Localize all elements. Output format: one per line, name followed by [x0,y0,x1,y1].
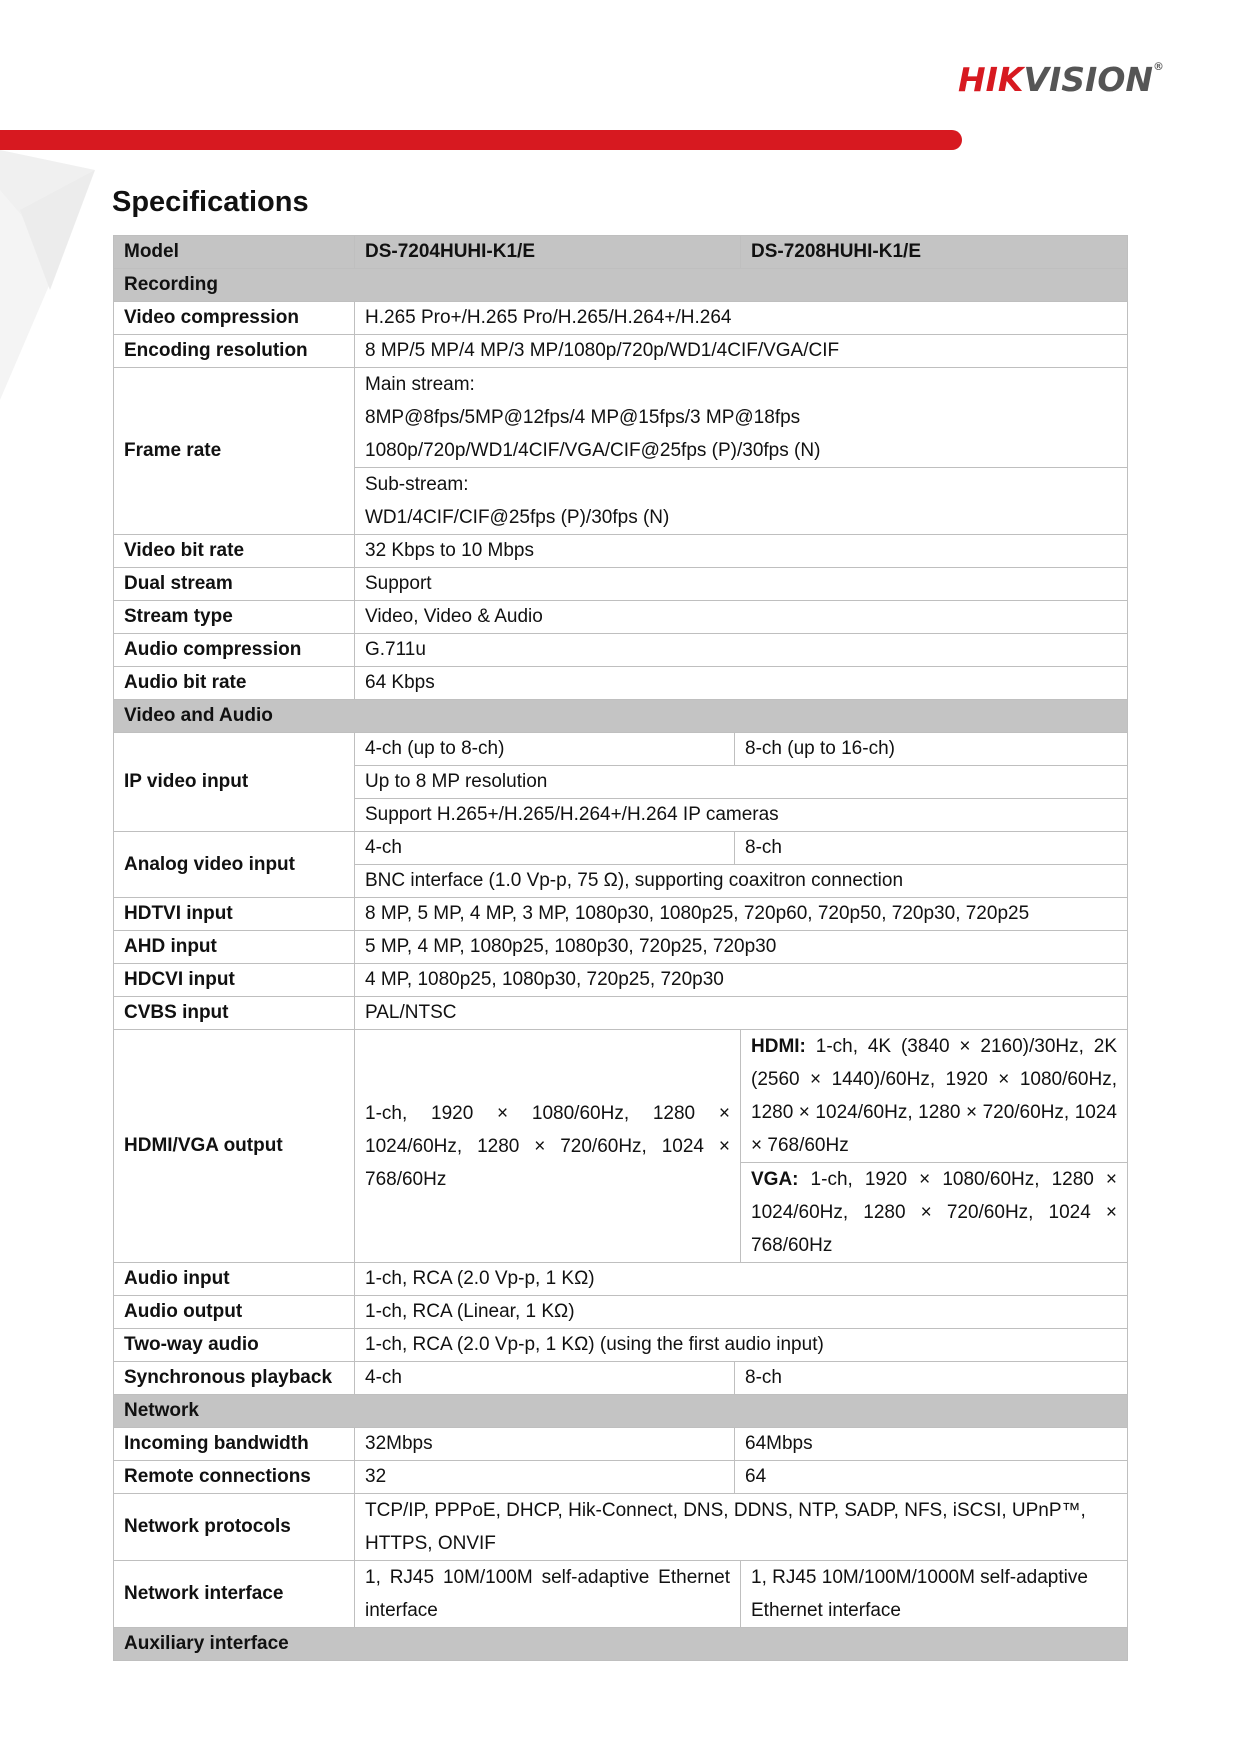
table-row: BNC interface (1.0 Vp-p, 75 Ω), supporting coaxitron connection [114,865,1128,898]
table-row: Audio compression G.711u [114,634,1128,667]
table-row: Two-way audio 1-ch, RCA (2.0 Vp-p, 1 KΩ) (using the first audio input) [114,1329,1128,1362]
header-model-1: DS-7204HUHI-K1/E [355,236,741,269]
table-row: Encoding resolution 8 MP/5 MP/4 MP/3 MP/1080p/720p/WD1/4CIF/VGA/CIF [114,335,1128,368]
section-auxiliary-interface: Auxiliary interface [114,1628,1128,1661]
table-row: Video bit rate 32 Kbps to 10 Mbps [114,535,1128,568]
table-row: Network protocols TCP/IP, PPPoE, DHCP, Hik-Connect, DNS, DDNS, NTP, SADP, NFS, iSCSI, UPnP™, HTTPS, ONVIF [114,1494,1128,1561]
table-header-row [114,236,1128,269]
table-row: Audio bit rate 64 Kbps [114,667,1128,700]
table-row: CVBS input PAL/NTSC [114,997,1128,1030]
header-red-bar [0,130,962,150]
section-video-and-audio: Video and Audio [114,700,1128,733]
table-row: Frame rate Main stream: 8MP@8fps/5MP@12fps/4 MP@15fps/3 MP@18fps 1080p/720p/WD1/4CIF/VGA/CIF@25fps (P)/30fps (N) [114,368,1128,468]
vga-output-cell: VGA: 1-ch, 1920 × 1080/60Hz, 1280 × 1024/60Hz, 1280 × 720/60Hz, 1024 × 768/60Hz [741,1163,1128,1263]
table-row: HDCVI input 4 MP, 1080p25, 1080p30, 720p25, 720p30 [114,964,1128,997]
table-row: Support H.265+/H.265/H.264+/H.264 IP cameras [114,799,1128,832]
table-row: IP video input 4-ch (up to 8-ch) 8-ch (up to 16-ch) [114,733,1128,766]
table-row: Audio output 1-ch, RCA (Linear, 1 KΩ) [114,1296,1128,1329]
frame-rate-main-stream: Main stream: 8MP@8fps/5MP@12fps/4 MP@15fps/3 MP@18fps 1080p/720p/WD1/4CIF/VGA/CIF@25fps (P)/30fps (N) [355,368,1128,468]
table-row: Up to 8 MP resolution [114,766,1128,799]
table-row: Audio input 1-ch, RCA (2.0 Vp-p, 1 KΩ) [114,1263,1128,1296]
decorative-triangles [0,150,95,400]
table-row: Network interface 1, RJ45 10M/100M self-adaptive Ethernet interface 1, RJ45 10M/100M/1000M self-adaptive Ethernet interface [114,1561,1128,1628]
table-row: Incoming bandwidth 32Mbps 64Mbps [114,1428,1128,1461]
table-row: Stream type Video, Video & Audio [114,601,1128,634]
table-row: Video compression H.265 Pro+/H.265 Pro/H.265/H.264+/H.264 [114,302,1128,335]
hdmi-output-cell: HDMI: 1-ch, 4K (3840 × 2160)/30Hz, 2K (2560 × 1440)/60Hz, 1920 × 1080/60Hz, 1280 × 1024/60Hz, 1280 × 720/60Hz, 1024 × 768/60Hz [741,1030,1128,1163]
table-row: Analog video input 4-ch 8-ch [114,832,1128,865]
table-row: HDMI/VGA output 1-ch, 1920 × 1080/60Hz, 1280 × 1024/60Hz, 1280 × 720/60Hz, 1024 × 768/60Hz HDMI: 1-ch, 4K (3840 × 2160)/30Hz, 2K (2560 × 1440)/60Hz, 1920 × 1080/60Hz, 1280 × 1024/60Hz, 1280 × 720/60Hz, 1024 × 768/60Hz [114,1030,1128,1163]
table-row: Dual stream Support [114,568,1128,601]
frame-rate-sub-stream: Sub-stream: WD1/4CIF/CIF@25fps (P)/30fps (N) [355,468,1128,535]
section-recording: Recording [114,269,1128,302]
page-title: Specifications [112,186,309,218]
header-model-2: DS-7208HUHI-K1/E [741,236,1128,269]
table-row: AHD input 5 MP, 4 MP, 1080p25, 1080p30, 720p25, 720p30 [114,931,1128,964]
table-row: Synchronous playback 4-ch 8-ch [114,1362,1128,1395]
table-row: Remote connections 32 64 [114,1461,1128,1494]
table-row: HDTVI input 8 MP, 5 MP, 4 MP, 3 MP, 1080p30, 1080p25, 720p60, 720p50, 720p30, 720p25 [114,898,1128,931]
section-network: Network [114,1395,1128,1428]
specifications-table [113,235,1128,1661]
hikvision-logo: HIKVISION® [958,60,1165,99]
header-model-label: Model [114,236,355,269]
